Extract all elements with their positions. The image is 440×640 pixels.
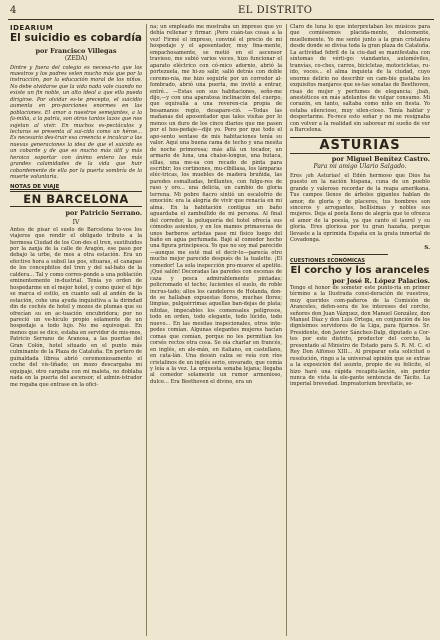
section-separator	[332, 254, 388, 255]
travel-body-continued: na; un empleado me mostraba un impreso que yo debía rellenar y firmar. ¡Pero cuán-tas cosas a la vez! Firmé el impreso, conviné el precio de mi hospedaje y el aposentador, muy fina-mente, empachosamente, se metió en el ascensor travieso, me subió varios veces, hizo funcionar el aparato eléctrico con có-mico adornio, abrió la portezuela, me hi-zo salir, salió detrás con doble ceremo-nia, me hizo seguirle por un corredor al-fombrado, abrió una puerta, me invitó a entrar, entré... —Estas son sus habitaciones, seño-me dijo,—y con una aparatosa inclinación del cuerpo, que equivalía a una reveren-cia propia de besamanos regio, desapare-ció. —Todas las mañanas del aposentador que tales visitas por lo menos un duro de los cinco diarios que me pasen por el hos-pedaje—dije yo. Pero por que todo el apo-sento sentase de mis habitaciones tenía su valor. Aquí una buena cama de techo y una mesita de noche primorosa; más allá un tocador, un armario de luna, una chaise-longue, una butaca, sillas, una me-sa con recado de pinta para escribir; los cortinones, mu-cibiliasa, los lámparas eléc-tricas, los muebles de madera bruñida, las paredes esmaltadas, brillantes, con fulgu-res de raso y oro... una delicia, un cambio de gloria terrena. Mi pobre fiacro sintió un escalofrío de emoción: era la alegría de vivir que renacía en mi alma. En la habitación contigua un baño aguardaba el zambullido de mi persona. Al final del corredor, la peluquería del hotel ofrecía sus cómodos asientos, y en los mamos primaveras de unos barberos artistas pase mi físico luego del baño en agua perfumada. Bajé al comedor hecho una figura principesca. Yo que no soy mal parecido—aunque me esté mal el decir-lo—parecía otro mucho mejor parecido después de la tualette. ¡El comedor! La sola inspección pro-mueve el apetito. ¡Qué salón! Decoradas las paredes con escenas de caza y pesca admirablemente pintadas; policromado el techo; lucientes el suelo, de roble incrus-tado; altos los candeleros de Holanda, don-de se hallaban expuestas flores, muchas flores; limpias, pulquérrimas aquellas ban-dejas de plata; nítidas, impecables los comensales peligrosos, todo en orden, todo elegante, todo lúcido, todo nuevo... En las mesitas inspecionales, otros inte-pedes comían. Algunas elegantes mujeres hacían comas que comían, porque no les permitían los corsés rectos otra cosa. Se oía charlar en francés, en inglés, en ale-mán, en italiano, en castellano, en cata-lán. Una dessin calza se veía con ríos cristalinos de un inglés serio, envarado, que comía y leía a la vez. La orquesta sonaba lejana; llegaba al comedor solamente un rumor armonioso, dulce... Era Beethoven el divino, era un	[150, 24, 282, 385]
economics-headline: El corcho y los aranceles	[290, 264, 430, 276]
chapter-number: IV	[72, 218, 80, 226]
column-3	[290, 24, 430, 636]
page-number: 4	[10, 5, 17, 16]
poem-title: ASTURIAS	[290, 137, 430, 154]
article-pseudonym: (ZEDA)	[64, 54, 88, 62]
newspaper-name: EL DISTRITO	[238, 5, 313, 16]
travel-body-end: Claro de luna lo que interpretaban los músicos para que comiésemos plácida-mente, dulcemente, muellemente. Yo me senté junto a la gran cristalera desde donde se divisa toda la gran plaza de Cataluña. La actividad febril de la ciu-dad se manifestaba con síntomas de vérti-go: viandantes, automóviles, tranvías, co-ches, carros, bicicletas, motocicletas, ru-ido, voces... el alma inquieta de la ciudad, cuyo enorme delirio no describir en cam-bio gustaba los exquisitos manjares que es-tas sonatas de Beethoven, risas de mujer y perfumes de elegancia; ¡bah, anestéticos en más adelantos de vulgar consumo. Mi corazón, en tanto, saltaba como niño en fiesta. Yo estaba silencioso, muy silen-cioso. Tenía hablar y despertarme. Fo-rece esto soñar y no me resignaba con volver a la realidad sin saborear mi sueño de ver a Barcelona.	[290, 24, 430, 134]
column-2	[150, 24, 282, 636]
header-rule	[8, 19, 434, 20]
travel-headline: EN BARCELONA	[10, 191, 142, 207]
travel-body: Antes de pisar el suelo de Barcelona to-vos los viajeros que rendir el obligado tributo a la hermosa Ciudad de los Con-des el tren, sustituidos por la zanja de la calle de Aragón, ese paso por debajo la urbe, de mos a otra estación. Era un efectivo hora a subsil las pos, situaras, el canapao de los concepbitos del tren y del sal-bato de la caldera... Tal y como corres-ponde a una población eminentemente in-dustrial. Tenía yo orden de hospedarme en el mejor hotel, y como quier el hijo se marca el estilo, en cuanto salí al andén de la estación, cohe una ayuda inquisitiva a la dirindad din de cochés de hotel y mozos de plumas que su ofrecían su en ac-tuación encubridora; por no pareció un ve-hículo propio solamente de un hospedaje a todo lujo. No me equivoqué. En menos que se dice, estaba en servidor de mis-mos, Patricio Serrano de Aranosa, a las puertas del Gran Colón, hotel situado en el punto más culminante de la Plaza de Cataluña. En portero de guinaldada librea abrió ceremoniosamente el coche del vis-tiñado; un mozo descargaba mi equipaje, otro cargaba con mi maleta, no doblaba nada en la puerta del ascensor, el admin-istrador me rogaba que entrase en la ofici-	[10, 226, 142, 388]
economics-byline: por José R. López Palacios.	[332, 276, 430, 285]
column-1	[10, 24, 142, 636]
economics-section-label: CUESTIONES ECONÓMICAS	[290, 257, 365, 264]
notas-de-viaje-label: NOTAS DE VIAJE	[10, 183, 60, 190]
travel-byline: por Patricio Serrano.	[65, 208, 142, 217]
poem-body: Eres ¡oh Asturias! el Edén hermoso que Dios ha puesto en la nación hispana, cuna de un pueblo grande y valeroso recordar de la reapa amerikana. Tus campos llenos de árboles gigantes hablan de amor, de gloria y de placeres, tus hombres son sinceros y arrogantes, bellísimas y nobles sus mujeres. Deja al poeta lleno de alegría que te ofrezca el amor de la poesía, ya que canto el laurel y su gloria. Eres gloriosa por tu gran hazaña, porque llevaste a la oprimida España en la grata inmortal de Covadonga.	[290, 172, 430, 244]
column-divider	[286, 24, 287, 636]
article-lead: Dintre y fuera del colegio es necesa-rio que los maestros y los padres velen mucho más que por la instrucción, por la educación moral de los niños. No debe olvidarse que la vida nada vale cuando no existe un fin noble, un alto ideal a que ella pueda dirigirse. Por olvidar es-te precepto, el suicidio aumenta en pro-porciones enormes en las poblaciones. El amor a nuestros semejantes, a la fa-milia, a la patria, son otros tantos lazos que nos sujetan al vivir. En muchos es-pectáculos y lecturas se presenta al sui-cida como un héroe... Es necesario des-truir esa creencia e inculcar a las nuevas generaciones la idea de que el suicida es un cobarde y de que es mucho más útil y más heroico soportar con ánimo entero las más grandes calamidades de la vida que huir cobardemente de ella por la puerta sombría de la muerte voluntaria.	[10, 64, 142, 181]
column-divider	[146, 24, 147, 636]
section-label: IDEARIUM	[10, 24, 54, 32]
article-byline: por Francisco Villegas	[35, 46, 117, 55]
article-headline: El suicidio es cobardía	[10, 32, 142, 44]
poem-byline: por Miguel Benítez Castro.	[331, 154, 430, 163]
poem-signature: S.	[424, 244, 430, 251]
economics-body: Tengo el honor de someter este punto-ria en primer término a la Ilustrada consi-deración de vuestros, muy queridos com-pañeros de la Comisión de Aranceles, defen-sora de los intereses del corcho, señores don Juan Vázquez, don Manuel González, don Manuel Díaz y don Luis Ortega, en conjunción de los dignísimos servidores de la Liga, para fijarnos. Sr. Presidente, don Javier Sánchez-Dalp, diputado a Cor-tes por este distrito, productor del corcho, la presentado al Ministro de Estado para S. R. M. C. el Rey Don Alfonso XIII... Al preparar esta solicitud o resolución, ringo a la universal opinión que se extrae a la exposición del asunto, propio de su felicite, el hizo haré una rápida recapitu-lación, sin perder nunca de vista la ele-gante sentencia de Tácito. La imperial brevedad. Impreatorium brevitatis, se-	[290, 284, 430, 388]
poem-dedication: Para mi amigo Ulario Salgado.	[313, 162, 407, 170]
